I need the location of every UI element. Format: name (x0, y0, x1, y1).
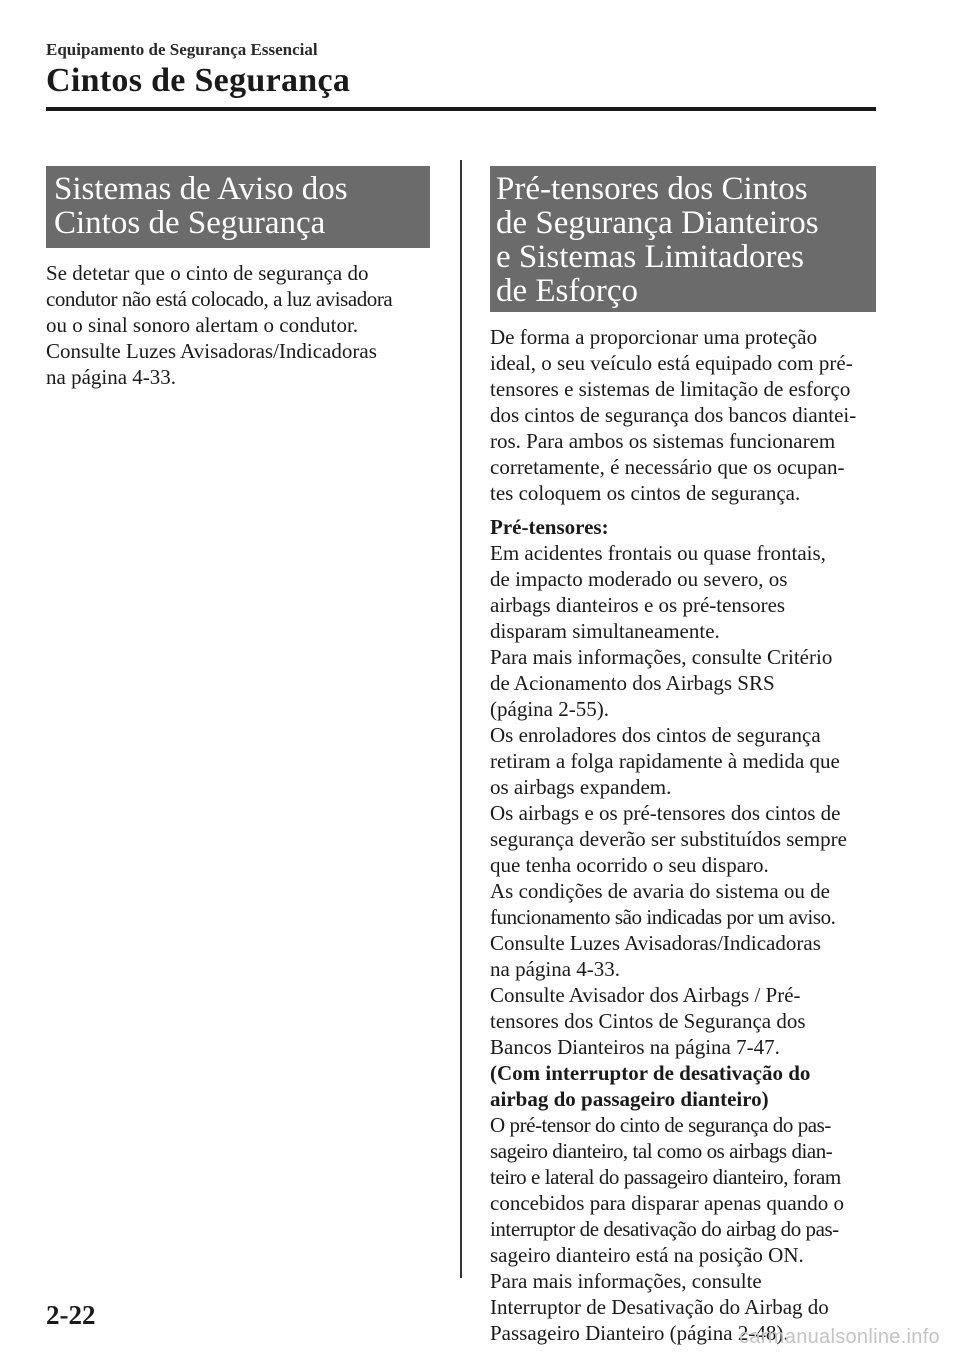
text-line: ou o sinal sonoro alertam o condutor. (46, 313, 359, 337)
heading-line: de Esforço (496, 273, 639, 309)
pretensioners-paragraph (490, 514, 876, 1346)
text-line: Consulte Luzes Avisadoras/Indicadoras (490, 931, 821, 955)
heading-line: Cintos de Segurança (54, 205, 326, 241)
pretensioners-heading (490, 166, 876, 312)
page-number: 2-22 (46, 1300, 96, 1330)
text-line: na página 4-33. (490, 957, 621, 981)
text-line: dos cintos de segurança dos bancos diantei- (490, 403, 857, 427)
text-line: ros. Para ambos os sistemas funcionarem (490, 429, 836, 453)
text-line: tensores e sistemas de limitação de esforço (490, 377, 851, 401)
text-line: Os enroladores dos cintos de segurança (490, 723, 821, 747)
column-divider (460, 160, 462, 1278)
title-rule (46, 107, 876, 111)
text-line: interruptor de desativação do airbag do pas- (490, 1217, 839, 1241)
text-line: Interruptor de Desativação do Airbag do (490, 1295, 829, 1319)
text-line: Bancos Dianteiros na página 7-47. (490, 1035, 780, 1059)
text-line: Passageiro Dianteiro (página 2-48). (490, 1321, 789, 1345)
text-line: O pré-tensor do cinto de segurança do pas- (490, 1113, 831, 1137)
heading-line: Sistemas de Aviso dos (54, 171, 348, 207)
text-line: Em acidentes frontais ou quase frontais, (490, 541, 826, 565)
heading-line: Pré-tensores dos Cintos (496, 171, 808, 207)
text-line: tensores dos Cintos de Segurança dos (490, 1009, 806, 1033)
text-line: de impacto moderado ou severo, os (490, 567, 788, 591)
warning-systems-paragraph (46, 260, 430, 390)
text-line: na página 4-33. (46, 365, 177, 389)
text-line: segurança deverão ser substituídos sempre (490, 827, 847, 851)
text-line: de Acionamento dos Airbags SRS (490, 671, 775, 695)
switch-label: (Com interruptor de desativação do (490, 1061, 811, 1085)
warning-systems-heading (46, 166, 430, 248)
intro-paragraph (490, 324, 876, 506)
text-line: Para mais informações, consulte (490, 1269, 762, 1293)
text-line: os airbags expandem. (490, 775, 672, 799)
text-line: Consulte Luzes Avisadoras/Indicadoras (46, 339, 377, 363)
text-line: funcionamento são indicadas por um aviso. (490, 905, 836, 929)
text-line: disparam simultaneamente. (490, 619, 720, 643)
switch-label: airbag do passageiro dianteiro) (490, 1087, 769, 1111)
text-line: teiro e lateral do passageiro dianteiro, foram (490, 1165, 841, 1189)
text-line: (página 2-55). (490, 697, 609, 721)
text-line: airbags dianteiros e os pré-tensores (490, 593, 786, 617)
text-line: Os airbags e os pré-tensores dos cintos de (490, 801, 841, 825)
text-line: Se detetar que o cinto de segurança do (46, 261, 369, 285)
pretensioners-label: Pré-tensores: (490, 515, 609, 539)
text-line: tes coloquem os cintos de segurança. (490, 481, 801, 505)
text-line: Para mais informações, consulte Critério (490, 645, 833, 669)
text-line: As condições de avaria do sistema ou de (490, 879, 830, 903)
text-line: concebidos para disparar apenas quando o (490, 1191, 844, 1215)
text-line: De forma a proporcionar uma proteção (490, 325, 818, 349)
text-line: condutor não está colocado, a luz avisadora (46, 287, 393, 311)
heading-line: e Sistemas Limitadores (496, 239, 804, 275)
text-line: retiram a folga rapidamente à medida que (490, 749, 840, 773)
watermark: carmanualsonline.info (739, 1326, 940, 1348)
text-line: sageiro dianteiro, tal como os airbags dian- (490, 1139, 833, 1163)
text-line: corretamente, é necessário que os ocupan- (490, 455, 845, 479)
left-column (46, 166, 430, 398)
text-line: que tenha ocorrido o seu disparo. (490, 853, 769, 877)
right-column (490, 166, 876, 1354)
section-label: Equipamento de Segurança Essencial (46, 40, 318, 59)
text-line: ideal, o seu veículo está equipado com pré- (490, 351, 853, 375)
page-title: Cintos de Segurança (46, 62, 351, 99)
heading-line: de Segurança Dianteiros (496, 205, 819, 241)
text-line: Consulte Avisador dos Airbags / Pré- (490, 983, 801, 1007)
text-line: sageiro dianteiro está na posição ON. (490, 1243, 804, 1267)
